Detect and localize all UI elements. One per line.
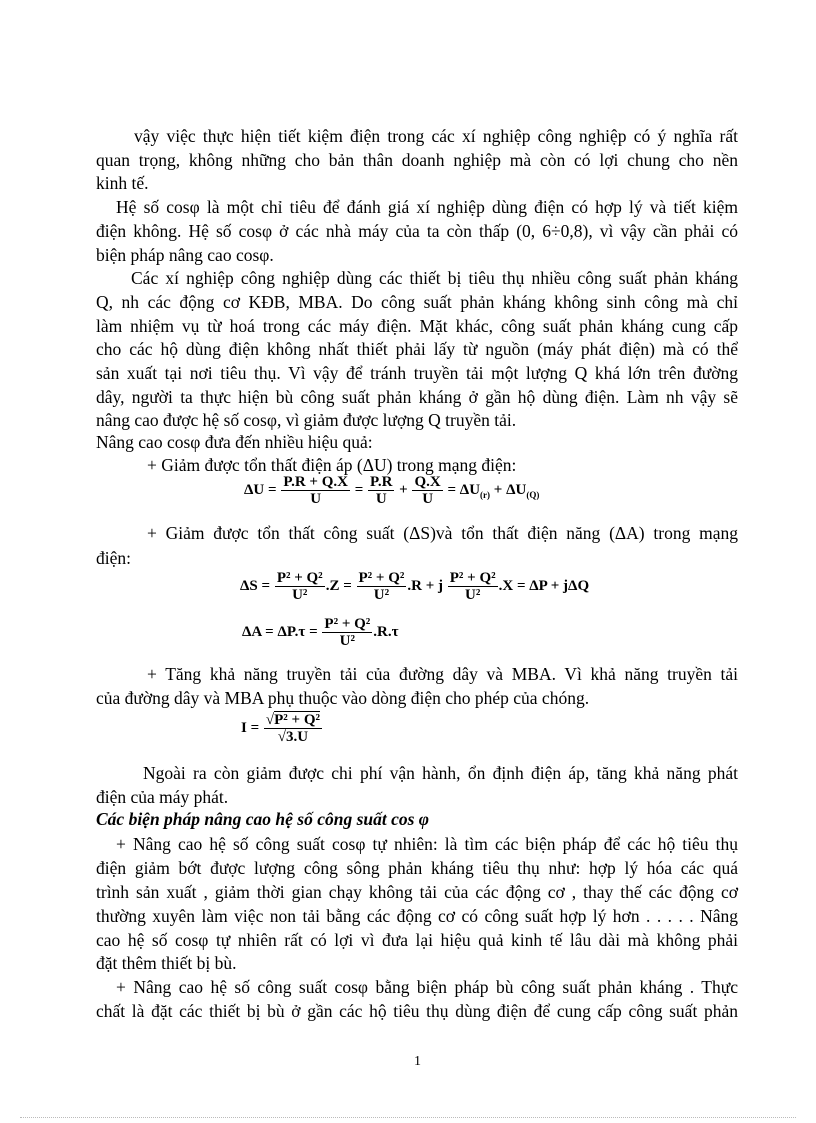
fraction: [412, 474, 442, 507]
fraction: [264, 712, 322, 745]
text-line: sản xuất tại nơi tiêu thụ. Vì vậy để tránh truyền tải một lượng Q khá lớn trên đường: [96, 363, 738, 383]
text-line: trình sản xuất , giảm thời gian chạy không tải của các động cơ , thay thế các động cơ: [96, 882, 738, 902]
page-number: 1: [414, 1054, 421, 1069]
eq-lhs: ΔA: [242, 623, 262, 640]
numerator: √P² + Q²: [265, 712, 321, 728]
fraction: [357, 570, 407, 603]
text-line: quan trọng, không những cho bản thân doanh nghiệp mà còn có lợi chung cho nền: [96, 150, 738, 170]
equation-energy-loss: ΔA = ΔP.τ = $\frac{\text{P² + Q²}}{\text{U²}}$ .R.τ: [242, 616, 399, 649]
text-line: vậy việc thực hiện tiết kiệm điện trong các xí nghiệp công nghiệp có ý nghĩa rất: [134, 126, 738, 146]
text-line: dây, người ta thực hiện bù công suất phản kháng ở gần hộ dùng điện. Làm nh vậy sẽ: [96, 387, 738, 407]
eq-term: ΔP + jΔQ: [529, 577, 590, 594]
denominator: U: [422, 491, 434, 507]
fraction: [448, 570, 498, 603]
denominator: U: [310, 491, 322, 507]
eq-subscript: (r): [480, 489, 491, 500]
numerator: P.R + Q.X: [283, 474, 348, 490]
text-line: cho các hộ dùng điện không nhất thiết phải lấy từ nguồn (máy phát điện) mà có thể: [96, 339, 738, 359]
numerator: P² + Q²: [324, 616, 371, 632]
eq-term: ΔU: [459, 481, 481, 498]
equation-voltage-loss: ΔU = $\frac{P.R + Q.X}{U}$ = $\frac{P.R}{U}$ + $\frac{Q.X}{U}$ = $\Delta U_{(r)} + \Delta U_{(Q)}$: [244, 474, 540, 507]
fraction: [322, 616, 372, 649]
text-line: thường xuyên làm việc non tải bằng các động cơ có công suất hợp lý hơn . . . . . Nâng: [96, 906, 738, 926]
page-bottom-divider: [20, 1117, 796, 1118]
numerator: P.R: [370, 474, 393, 490]
text-line: biện pháp nâng cao cosφ.: [96, 245, 274, 265]
fraction: [281, 474, 350, 507]
text-line: Hệ số cosφ là một chỉ tiêu để đánh giá xí nghiệp dùng điện có hợp lý và tiết kiệm: [116, 197, 738, 217]
eq-term: ΔU: [506, 481, 527, 498]
denominator: U: [375, 491, 387, 507]
text-line: Ngoài ra còn giảm được chi phí vận hành, ổn định điện áp, tăng khả năng phát: [143, 763, 738, 783]
text-line: nâng cao được hệ số cosφ, vì giảm được lượng Q truyền tải.: [96, 410, 517, 430]
text-line: + Nâng cao hệ số công suất cosφ tự nhiên: là tìm các biện pháp để các hộ tiêu thụ: [116, 834, 738, 854]
fraction: [368, 474, 394, 507]
denominator: U²: [339, 633, 356, 649]
denominator: U²: [292, 587, 308, 603]
eq-term: ΔP.τ: [277, 623, 306, 640]
text-line: Q, nh các động cơ KĐB, MBA. Do công suất phản kháng không sinh công mà chỉ: [96, 292, 738, 312]
eq-term: .R.τ: [373, 623, 399, 640]
text-line: làm nhiệm vụ từ hoá trong các máy điện. Mặt khác, công suất phản kháng cung cấp: [96, 316, 738, 336]
numerator: Q.X: [414, 474, 441, 490]
text-line: đặt thêm thiết bị bù.: [96, 953, 237, 973]
text-line: của đường dây và MBA phụ thuộc vào dòng điện cho phép của chóng.: [96, 688, 590, 708]
numerator: P² + Q²: [276, 570, 323, 586]
text-line: cao hệ số cosφ tự nhiên rất có lợi vì đưa lại hiệu quả kinh tế lâu dài mà không phải: [96, 930, 738, 950]
denominator: U²: [465, 587, 481, 603]
text-line: + Giảm được tổn thất điện áp (ΔU) trong mạng điện:: [147, 455, 517, 475]
text-line: + Tăng khả năng truyền tải của đường dây và MBA. Vì khả năng truyền tải: [147, 664, 738, 684]
fraction: [275, 570, 325, 603]
text-line: điện:: [96, 548, 131, 568]
text-line: điện giảm bớt được lượng công sông phản kháng tiêu thụ như: hợp lý hóa các quá: [96, 858, 738, 878]
text-line: chất là đặt các thiết bị bù ở gần các hộ tiêu thụ dùng điện để cung cấp công suất phản: [96, 1001, 738, 1021]
radicand: 3.U: [286, 729, 309, 745]
text-line: điện của máy phát.: [96, 787, 229, 807]
radicand: P² + Q²: [274, 712, 321, 728]
text-line: điện không. Hệ số cosφ ở các nhà máy của ta còn thấp (0, 6÷0,8), vì vậy cần phải có: [96, 221, 738, 241]
eq-lhs: ΔU: [244, 481, 265, 498]
eq-subscript: (Q): [526, 489, 540, 500]
eq-lhs: ΔS: [240, 577, 258, 594]
text-line: + Nâng cao hệ số công suất cosφ bằng biện pháp bù công suất phản kháng . Thực: [116, 977, 738, 997]
numerator: P² + Q²: [358, 570, 405, 586]
text-line: Nâng cao cosφ đưa đến nhiều hiệu quả:: [96, 432, 373, 452]
text-line: + Giảm được tổn thất công suất (ΔS)và tổn thất điện năng (ΔA) trong mạng: [147, 523, 738, 543]
text-line: kinh tế.: [96, 173, 149, 193]
equation-current: I = $\frac{\text{√P² + Q²}}{√3.U}$: [241, 712, 321, 745]
text-line: Các xí nghiệp công nghiệp dùng các thiết bị tiêu thụ nhiều công suất phản kháng: [131, 268, 738, 288]
denominator: U²: [373, 587, 390, 603]
denominator: √3.U: [277, 729, 309, 745]
numerator: P² + Q²: [449, 570, 496, 586]
equation-power-loss: ΔS = $\frac{\text{P² + Q²}}{\text{U²}}$ .Z = $\frac{\text{P² + Q²}}{\text{U²}}$ .R + j $\frac{\text{P² + Q²}}{\text{U²}}$ .X = ΔP + jΔQ: [240, 570, 590, 603]
eq-lhs: I: [241, 719, 247, 736]
section-heading: Các biện pháp nâng cao hệ số công suất cos φ: [96, 809, 430, 829]
